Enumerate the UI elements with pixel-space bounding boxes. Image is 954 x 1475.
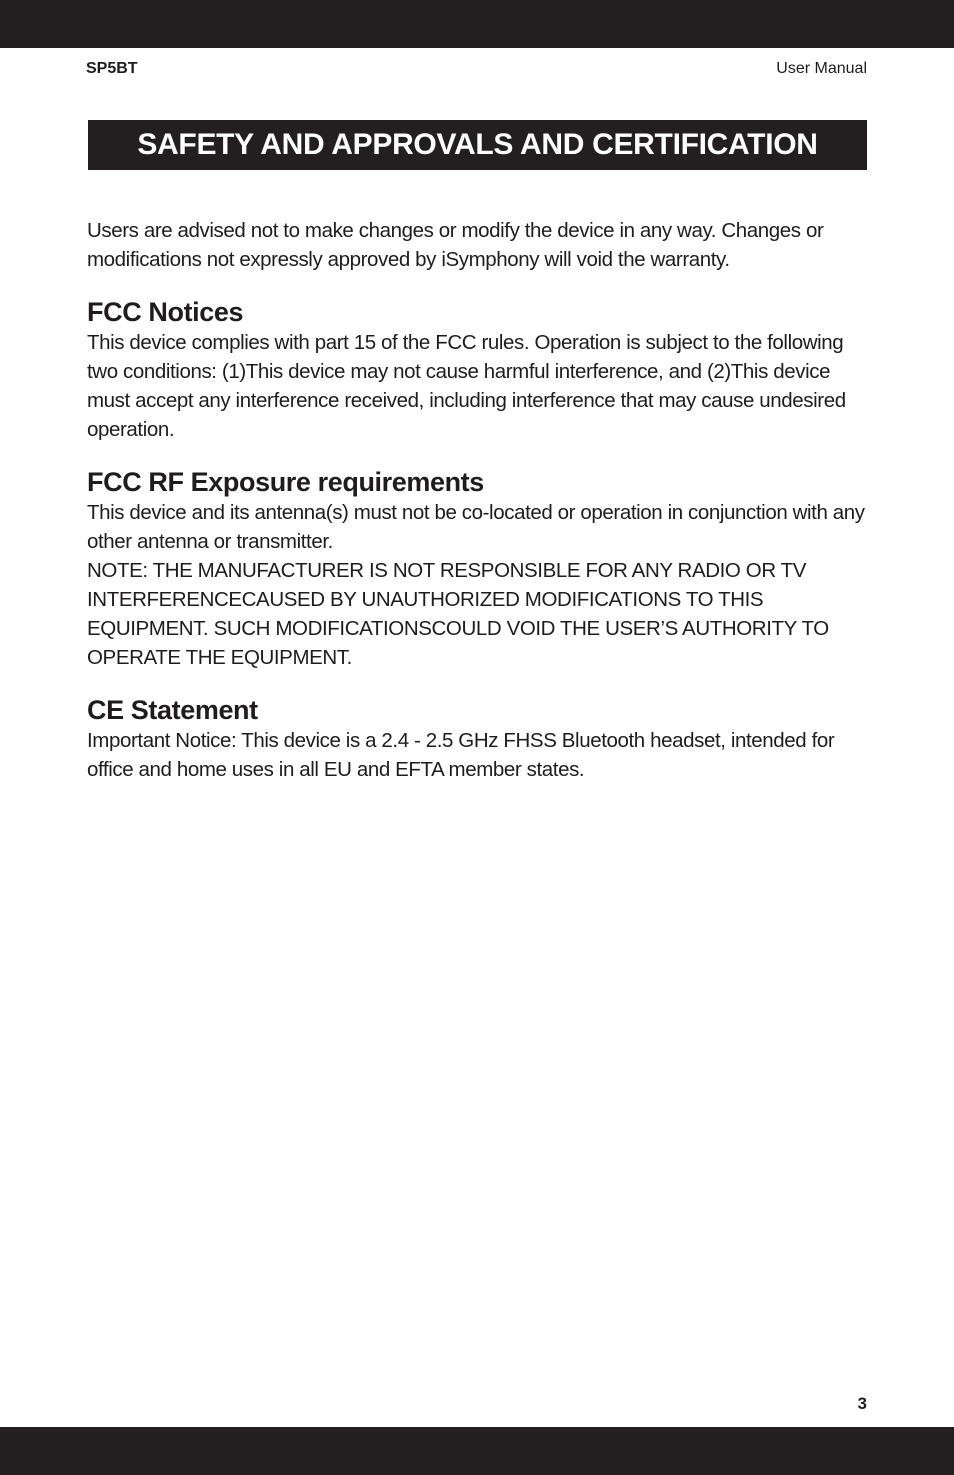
page-title: SAFETY AND APPROVALS AND CERTIFICATION	[137, 128, 818, 161]
section-paragraph-note: NOTE: THE MANUFACTURER IS NOT RESPONSIBLE FOR ANY RADIO OR TV INTERFERENCECAUSED BY UNAUTHORIZED MODIFICATIONS TO THIS EQUIPMENT. SUCH MODIFICATIONSCOULD VOID THE USER’S AUTHORITY TO OPERATE THE EQUIPMENT.	[87, 559, 829, 669]
title-banner	[88, 120, 867, 170]
intro-paragraph: Users are advised not to make changes or modify the device in any way. Changes or modifications not expressly approved by iSymphony will void the warranty.	[87, 219, 824, 271]
section-fcc-notices	[87, 296, 872, 444]
section-fcc-rf-exposure	[87, 466, 872, 672]
content	[87, 216, 872, 784]
section-paragraph: This device and its antenna(s) must not be co-located or operation in conjunction with any other antenna or transmitter.	[87, 501, 865, 553]
section-heading: FCC RF Exposure requirements	[87, 467, 484, 497]
section-paragraph: This device complies with part 15 of the FCC rules. Operation is subject to the following two conditions: (1)This device may not cause harmful interference, and (2)This device must accept any interference received, including interference that may cause undesired operation.	[87, 331, 846, 441]
header-document-type: User Manual	[776, 60, 867, 77]
section-paragraph: Important Notice: This device is a 2.4 - 2.5 GHz FHSS Bluetooth headset, intended for office and home uses in all EU and EFTA member states.	[87, 729, 835, 781]
section-heading: FCC Notices	[87, 297, 244, 327]
page-number: 3	[857, 1394, 867, 1413]
bottom-bar	[0, 1427, 954, 1475]
top-bar	[0, 0, 954, 48]
section-heading: CE Statement	[87, 695, 258, 725]
section-ce-statement	[87, 694, 872, 784]
header-model: SP5BT	[86, 60, 138, 77]
